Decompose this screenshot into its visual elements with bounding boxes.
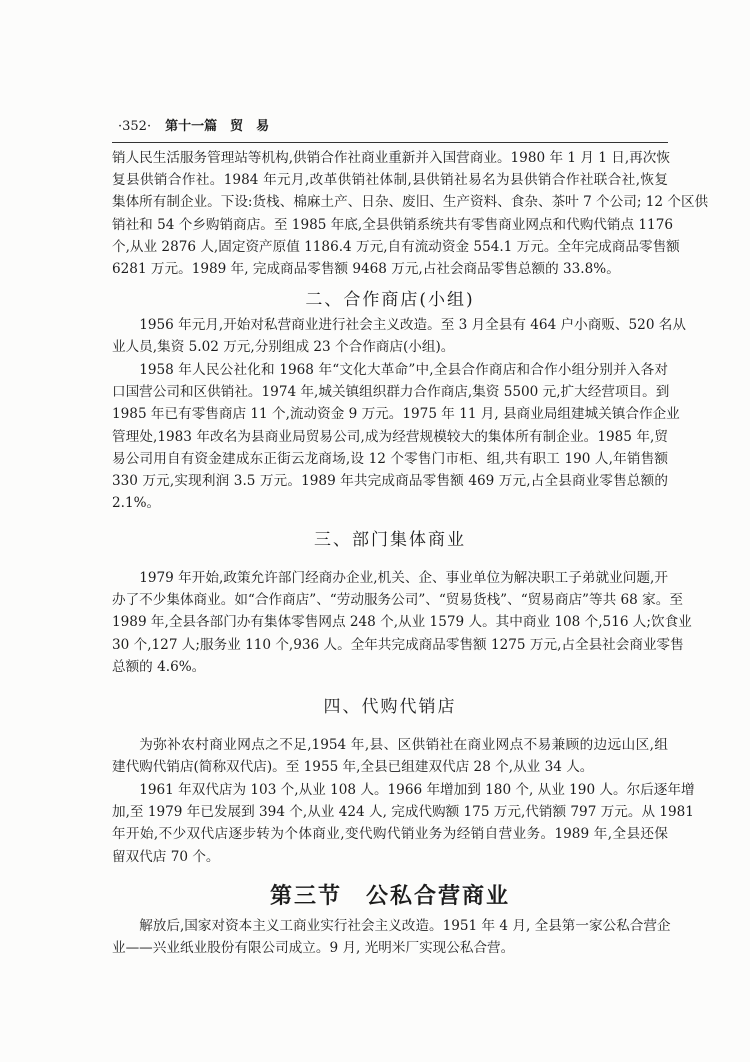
text-line: 2.1%。 xyxy=(112,495,161,512)
page-number: ·352· xyxy=(118,119,152,134)
text-line: 1961 年双代店为 103 个,从业 108 人。1966 年增加到 180 个, 从业 190 人。尔后逐年增 xyxy=(139,782,695,798)
paragraph xyxy=(112,734,668,778)
text-line: 1989 年,全县各部门办有集体零售网点 248 个,从业 1579 人。其中商业 108 个,516 人;饮食业 xyxy=(112,614,692,631)
text-line: 口国营公司和区供销社。1974 年,城关镇组织群力合作商店,集资 5500 元,扩大经营项目。到 xyxy=(112,384,670,401)
text-line: 集体所有制企业。下设:货栈、棉麻土产、日杂、废旧、生产资料、食杂、茶叶 7 个公司; 12 个区供 xyxy=(112,194,709,211)
text-line: 销社和 54 个乡购销商店。至 1985 年底,全县供销系统共有零售商业网点和代购代销点 1176 xyxy=(112,216,674,233)
text-line: 管理处,1983 年改名为县商业局贸易公司,成为经营规模较大的集体所有制企业。1985 年,贸 xyxy=(112,428,668,445)
paragraph xyxy=(112,779,695,868)
text-line: 为弥补农村商业网点之不足,1954 年,县、区供销社在商业网点不易兼顾的边远山区,组 xyxy=(139,737,668,753)
text-line: 1958 年人民公社化和 1968 年“文化大革命”中,全县合作商店和合作小组分别并入各对 xyxy=(139,362,668,378)
text-line: 6281 万元。1989 年, 完成商品零售额 9468 万元,占社会商品零售总额的 33.8%。 xyxy=(112,260,620,277)
text-line: 易公司用自有资金建成东正街云龙商场,设 12 个零售门市柜、组,共有职工 190 人,年销售额 xyxy=(112,450,668,467)
text-line: 业人员,集资 5.02 万元,分别组成 23 个合作商店(小组)。 xyxy=(112,339,455,356)
text-line: 销人民生活服务管理站等机构,供销合作社商业重新并入国营商业。1980 年 1 月 1 日,再次恢 xyxy=(112,150,670,166)
chapter-title: 第十一篇 贸 易 xyxy=(165,119,270,134)
section-heading: 二、合作商店(小组) xyxy=(305,290,475,310)
text-line: 业——兴业纸业股份有限公司成立。9 月, 光明米厂实现公私合营。 xyxy=(112,940,515,957)
paragraph xyxy=(112,147,709,280)
text-line: 解放后,国家对资本主义工商业实行社会主义改造。1951 年 4 月, 全县第一家公私合营企 xyxy=(139,918,671,934)
text-line: 复县供销合作社。1984 年元月,改革供销社体制,县供销社易名为县供销合作社联合社,恢复 xyxy=(112,172,668,189)
chapter-section-heading: 第三节 公私合营商业 xyxy=(269,884,510,909)
text-line: 1985 年已有零售商店 11 个,流动资金 9 万元。1975 年 11 月, 县商业局组建城关镇合作企业 xyxy=(112,406,680,423)
paragraph xyxy=(112,314,686,358)
text-line: 总额的 4.6%。 xyxy=(112,658,206,675)
text-line: 个,从业 2876 人,固定资产原值 1186.4 万元,自有流动资金 554.1 万元。全年完成商品零售额 xyxy=(112,238,680,255)
section-heading: 三、部门集体商业 xyxy=(314,530,466,550)
running-header xyxy=(118,115,269,134)
paragraph xyxy=(112,915,671,959)
text-line: 330 万元,实现利润 3.5 万元。1989 年共完成商品零售额 469 万元,占全县商业零售总额的 xyxy=(112,472,668,489)
paragraph xyxy=(112,359,680,514)
text-line: 办了不少集体商业。如“合作商店”、“劳动服务公司”、“贸易货栈”、“贸易商店”等共 68 家。至 xyxy=(112,592,683,609)
text-line: 留双代店 70 个。 xyxy=(112,848,220,865)
text-line: 1979 年开始,政策允许部门经商办企业,机关、企、事业单位为解决职工子弟就业问题,开 xyxy=(139,570,668,586)
text-line: 年开始,不少双代店逐步转为个体商业,变代购代销业务为经销自营业务。1989 年,全县还保 xyxy=(112,826,668,843)
paragraph xyxy=(112,567,692,678)
text-line: 加,至 1979 年已发展到 394 个,从业 424 人, 完成代购额 175 万元,代销额 797 万元。从 1981 xyxy=(112,804,694,821)
header-rule xyxy=(112,142,668,143)
section-heading: 四、代购代销店 xyxy=(323,697,457,717)
text-line: 30 个,127 人;服务业 110 个,936 人。全年共完成商品零售额 1275 万元,占全县社会商业零售 xyxy=(112,636,684,653)
text-line: 建代购代销店(简称双代店)。至 1955 年,全县已组建双代店 28 个,从业 34 人。 xyxy=(112,759,594,776)
text-line: 1956 年元月,开始对私营商业进行社会主义改造。至 3 月全县有 464 户小商贩、520 名从 xyxy=(139,317,686,333)
